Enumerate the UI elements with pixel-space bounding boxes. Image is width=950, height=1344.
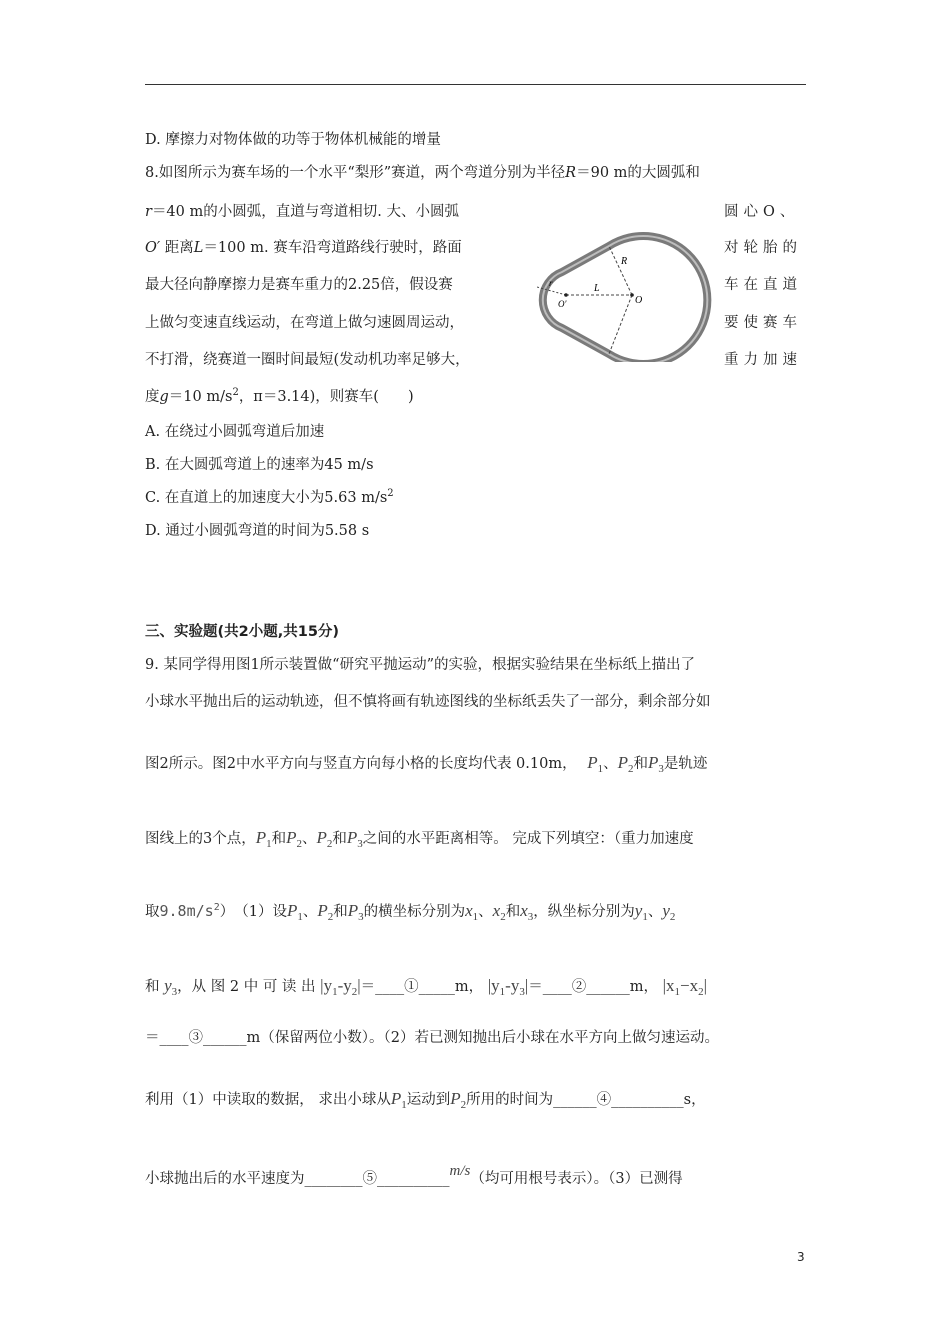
q7-option-d: D. 摩擦力对物体做的功等于物体机械能的增量 — [145, 132, 441, 148]
math-P3: $P_3$ — [346, 828, 363, 850]
q9-text: 和 — [505, 904, 521, 920]
q8-text: ＝40 m的小圆弧，直道与弯道相切. 大、小圆弧 — [151, 204, 459, 220]
q9-text: ） （1）设 — [219, 904, 287, 920]
blank-2: ＝____②______m， — [528, 979, 658, 995]
q9-line-2: 小球水平抛出后的运动轨迹，但不慎将画有轨迹图线的坐标纸丢失了一部分，剩余部分如 — [145, 694, 711, 710]
q9-line-7: ＝____③______m（保留两位小数）。（2）若已测知抛出后小球在水平方向上做匀速运动。 — [145, 1030, 719, 1046]
math-y1: $y_1$ — [634, 901, 648, 923]
q8-text: 8.如图所示为赛车场的一个水平“梨形”赛道，两个弯道分别为半径 — [145, 165, 566, 181]
var-L: L — [193, 240, 204, 256]
q8-line-6: 不打滑，绕赛道一圈时间最短(发动机功率足够大， — [145, 352, 470, 368]
math-P1: $P_1$ — [390, 1089, 407, 1111]
math-y3: $y_3$ — [164, 976, 178, 998]
q8-line-5: 上做匀变速直线运动，在弯道上做匀速圆周运动， — [145, 315, 464, 331]
superscript: 2 — [387, 488, 394, 499]
q9-line-1: 9. 某同学得用图1所示装置做“研究平抛运动”的实验，根据实验结果在坐标纸上描出了 — [145, 657, 695, 673]
math-P2: $P_2$ — [617, 753, 634, 775]
blank-1: ＝____①_____m， — [360, 979, 484, 995]
q9-line-3 — [145, 752, 707, 775]
label-O: O — [635, 295, 643, 306]
math-P2: $P_2$ — [286, 828, 303, 850]
q9-text: 图2所示。图2中水平方向与竖直方向每小格的长度均代表 0.10m， — [145, 756, 577, 772]
q9-text: 、 — [478, 904, 493, 920]
q8-text: C. 在直道上的加速度大小为5.63 m/s — [145, 490, 388, 506]
q9-line-5 — [145, 900, 675, 923]
q9-text: 、 — [302, 831, 317, 847]
q9-text: 、 — [647, 904, 663, 920]
q8-option-a: A. 在绕过小圆弧弯道后加速 — [145, 424, 325, 440]
math-P2: $P_2$ — [316, 828, 333, 850]
q9-text: 、 — [302, 904, 318, 920]
math-P3: $P_3$ — [347, 901, 364, 923]
q9-text: 的横坐标分别为 — [363, 904, 466, 920]
q9-text: 利用（1）中读取的数据， 求出小球从 — [145, 1092, 391, 1108]
label-O-prime: O′ — [558, 299, 567, 309]
q9-text: 和 — [271, 831, 287, 847]
q8-text: ＝90 m的大圆弧和 — [576, 165, 700, 181]
math-y2: $y_2$ — [662, 901, 676, 923]
page-number: 3 — [797, 1250, 805, 1264]
q9-line-8 — [145, 1088, 706, 1111]
q9-text: 取 — [145, 904, 160, 920]
q8-text: ＝10 m/s — [168, 389, 233, 405]
abs-y1-y2: $|y_1-y_2|$ — [320, 976, 361, 998]
q9-text: 运动到 — [406, 1092, 451, 1108]
abs-x1-x2: $|x_1-x_2|$ — [662, 976, 707, 998]
q9-text: 小球抛出后的水平速度为________⑤__________ — [145, 1171, 450, 1187]
var-r: r — [145, 204, 152, 220]
q8-line-2-right: 圆心O、 — [724, 204, 800, 220]
math-P1: $P_1$ — [286, 901, 303, 923]
g-value: $9.8m/s^2$ — [159, 902, 220, 920]
q9-line-4 — [145, 827, 694, 850]
header-rule — [145, 84, 806, 85]
q8-text: ＝100 m. 赛车沿弯道路线行驶时，路面 — [203, 240, 462, 256]
var-g: g — [159, 389, 169, 405]
q8-option-d: D. 通过小圆弧弯道的时间为5.58 s — [145, 523, 370, 539]
label-L: L — [594, 283, 600, 294]
q8-line-4: 最大径向静摩擦力是赛车重力的2.25倍，假设赛 — [145, 277, 453, 293]
q8-text: 度 — [145, 389, 160, 405]
q9-text: ，从 图 2 中 可 读 出 — [177, 979, 316, 995]
math-x1: $x_1$ — [465, 901, 479, 923]
math-P2: $P_2$ — [450, 1089, 467, 1111]
q9-text: 图线上的3个点， — [145, 831, 256, 847]
q8-line-2 — [145, 200, 459, 221]
abs-y1-y3: $|y_1-y_3|$ — [487, 976, 529, 998]
q9-text: 和 — [633, 756, 648, 772]
superscript: 2 — [232, 387, 239, 398]
q8-line-3-right: 对轮胎的 — [724, 240, 802, 256]
q8-line-1 — [145, 161, 700, 182]
q9-text: 、 — [603, 756, 618, 772]
q8-text: 距离 — [160, 240, 194, 256]
math-P2: $P_2$ — [317, 901, 334, 923]
q9-text: ，纵坐标分别为 — [533, 904, 635, 920]
q8-option-c — [145, 486, 394, 507]
var-R: R — [565, 165, 577, 181]
math-P3: $P_3$ — [647, 753, 664, 775]
section-3-title: 三、实验题(共2小题,共15分) — [145, 624, 340, 640]
q8-line-4-right: 车在直道 — [724, 277, 802, 293]
q9-text: 和 — [332, 831, 347, 847]
q8-line-3 — [145, 236, 462, 257]
q9-text: 和 — [145, 979, 160, 995]
q9-text: 之间的水平距离相等。 完成下列填空：（重力加速度 — [362, 831, 694, 847]
q9-text: 和 — [333, 904, 348, 920]
q9-text: 所用的时间为______④__________s， — [466, 1092, 706, 1108]
q8-option-b: B. 在大圆弧弯道上的速率为45 m/s — [145, 457, 374, 473]
q8-line-6-right: 重力加速 — [724, 352, 802, 368]
label-R: R — [621, 256, 628, 267]
q9-line-6 — [145, 975, 707, 998]
q9-text: 是轨迹 — [663, 756, 708, 772]
pear-track-diagram — [528, 222, 718, 362]
math-x3: $x_3$ — [520, 901, 534, 923]
math-P1: $P_1$ — [587, 753, 604, 775]
var-O-prime: O′ — [145, 240, 161, 256]
label-r: r — [549, 278, 553, 288]
q8-line-5-right: 要使赛车 — [724, 315, 802, 331]
q9-line-9 — [145, 1163, 683, 1188]
unit-m-per-s: m/s — [449, 1163, 471, 1179]
math-x2: $x_2$ — [492, 901, 506, 923]
q9-text: （均可用根号表示）。（3）已测得 — [470, 1171, 683, 1187]
q8-text: ，π＝3.14)，则赛车( ) — [238, 389, 414, 405]
math-P1: $P_1$ — [255, 828, 272, 850]
q8-line-7 — [145, 385, 414, 406]
